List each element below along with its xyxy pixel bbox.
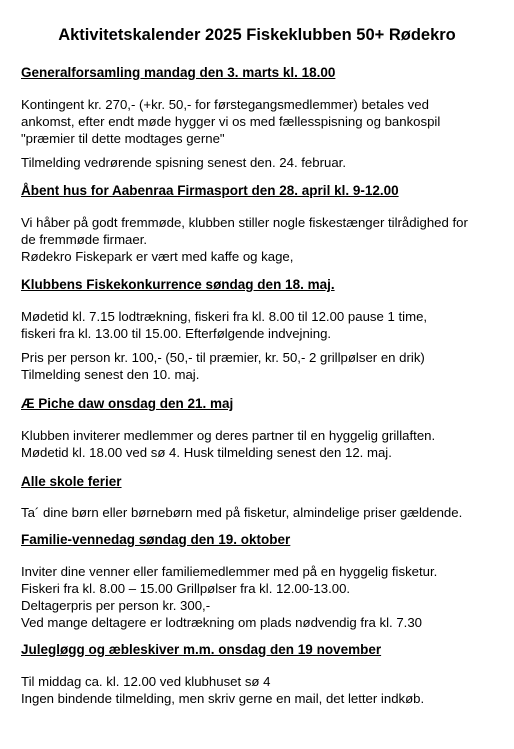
text-line: Tilmelding senest den 10. maj. [21,367,200,382]
text-line: Mødetid kl. 7.15 lodtrækning, fiskeri fra kl. 8.00 til 12.00 pause 1 time, [21,309,428,324]
text-line: Deltagerpris per person kr. 300,- [21,598,211,613]
text-line: Vi håber på godt fremmøde, klubben stiller nogle fiskestænger tilrådighed for [21,215,468,230]
activity-heading: Generalforsamling mandag den 3. marts kl. 18.00 [21,65,336,80]
activity-heading: Æ Piche daw onsdag den 21. maj [21,396,234,411]
text-line: Tilmelding vedrørende spisning senest den. 24. februar. [21,155,346,170]
activity-paragraph [21,96,501,147]
text-line: Fiskeri fra kl. 8.00 – 15.00 Grillpølser fra kl. 12.00-13.00. [21,581,351,596]
activity-section [21,64,501,171]
text-line: Rødekro Fiskepark er vært med kaffe og kage, [21,249,294,264]
activity-paragraph [21,308,501,342]
text-line: Klubben inviterer medlemmer og deres partner til en hyggelig grillaften. [21,428,436,443]
text-line: Til middag ca. kl. 12.00 ved klubhuset sø 4 [21,674,271,689]
text-line: Pris per person kr. 100,- (50,- til præmier, kr. 50,- 2 grillpølser en drik) [21,350,425,365]
activity-section [21,182,501,265]
text-line: Mødetid kl. 18.00 ved sø 4. Husk tilmelding senest den 12. maj. [21,445,392,460]
page-title: Aktivitetskalender 2025 Fiskeklubben 50+ Rødekro [58,26,456,44]
text-line: Ingen bindende tilmelding, men skriv gerne en mail, det letter indkøb. [21,691,425,706]
text-line: Ved mange deltagere er lodtrækning om plads nødvendig fra kl. 7.30 [21,615,422,630]
activity-heading: Klubbens Fiskekonkurrence søndag den 18. maj. [21,277,335,292]
activity-section [21,395,501,461]
activity-heading: Julegløgg og æbleskiver m.m. onsdag den 19 november [21,642,382,657]
text-line: fiskeri fra kl. 13.00 til 15.00. Efterfølgende indvejning. [21,326,332,341]
activity-list [21,64,501,707]
text-line: ankomst, efter endt møde hygger vi os med fællesspisning og bankospil [21,114,441,129]
activity-paragraph [21,673,501,707]
activity-heading: Alle skole ferier [21,474,122,489]
activity-paragraph [21,154,501,171]
text-line: de fremmøde firmaer. [21,232,148,247]
text-line: Kontingent kr. 270,- (+kr. 50,- for førstegangsmedlemmer) betales ved [21,97,429,112]
activity-paragraph [21,349,501,383]
activity-paragraph [21,504,501,521]
activity-section [21,531,501,631]
activity-section [21,276,501,383]
text-line: "præmier til dette modtages gerne" [21,131,225,146]
activity-paragraph [21,427,501,461]
activity-heading: Familie-vennedag søndag den 19. oktober [21,532,291,547]
text-line: Ta´ dine børn eller børnebørn med på fisketur, almindelige priser gældende. [21,505,463,520]
activity-paragraph [21,214,501,265]
activity-heading: Åbent hus for Aabenraa Firmasport den 28. april kl. 9-12.00 [21,183,399,198]
text-line: Inviter dine venner eller familiemedlemmer med på en hyggelig fisketur. [21,564,438,579]
activity-section [21,641,501,707]
activity-section [21,473,501,521]
activity-paragraph [21,563,501,631]
